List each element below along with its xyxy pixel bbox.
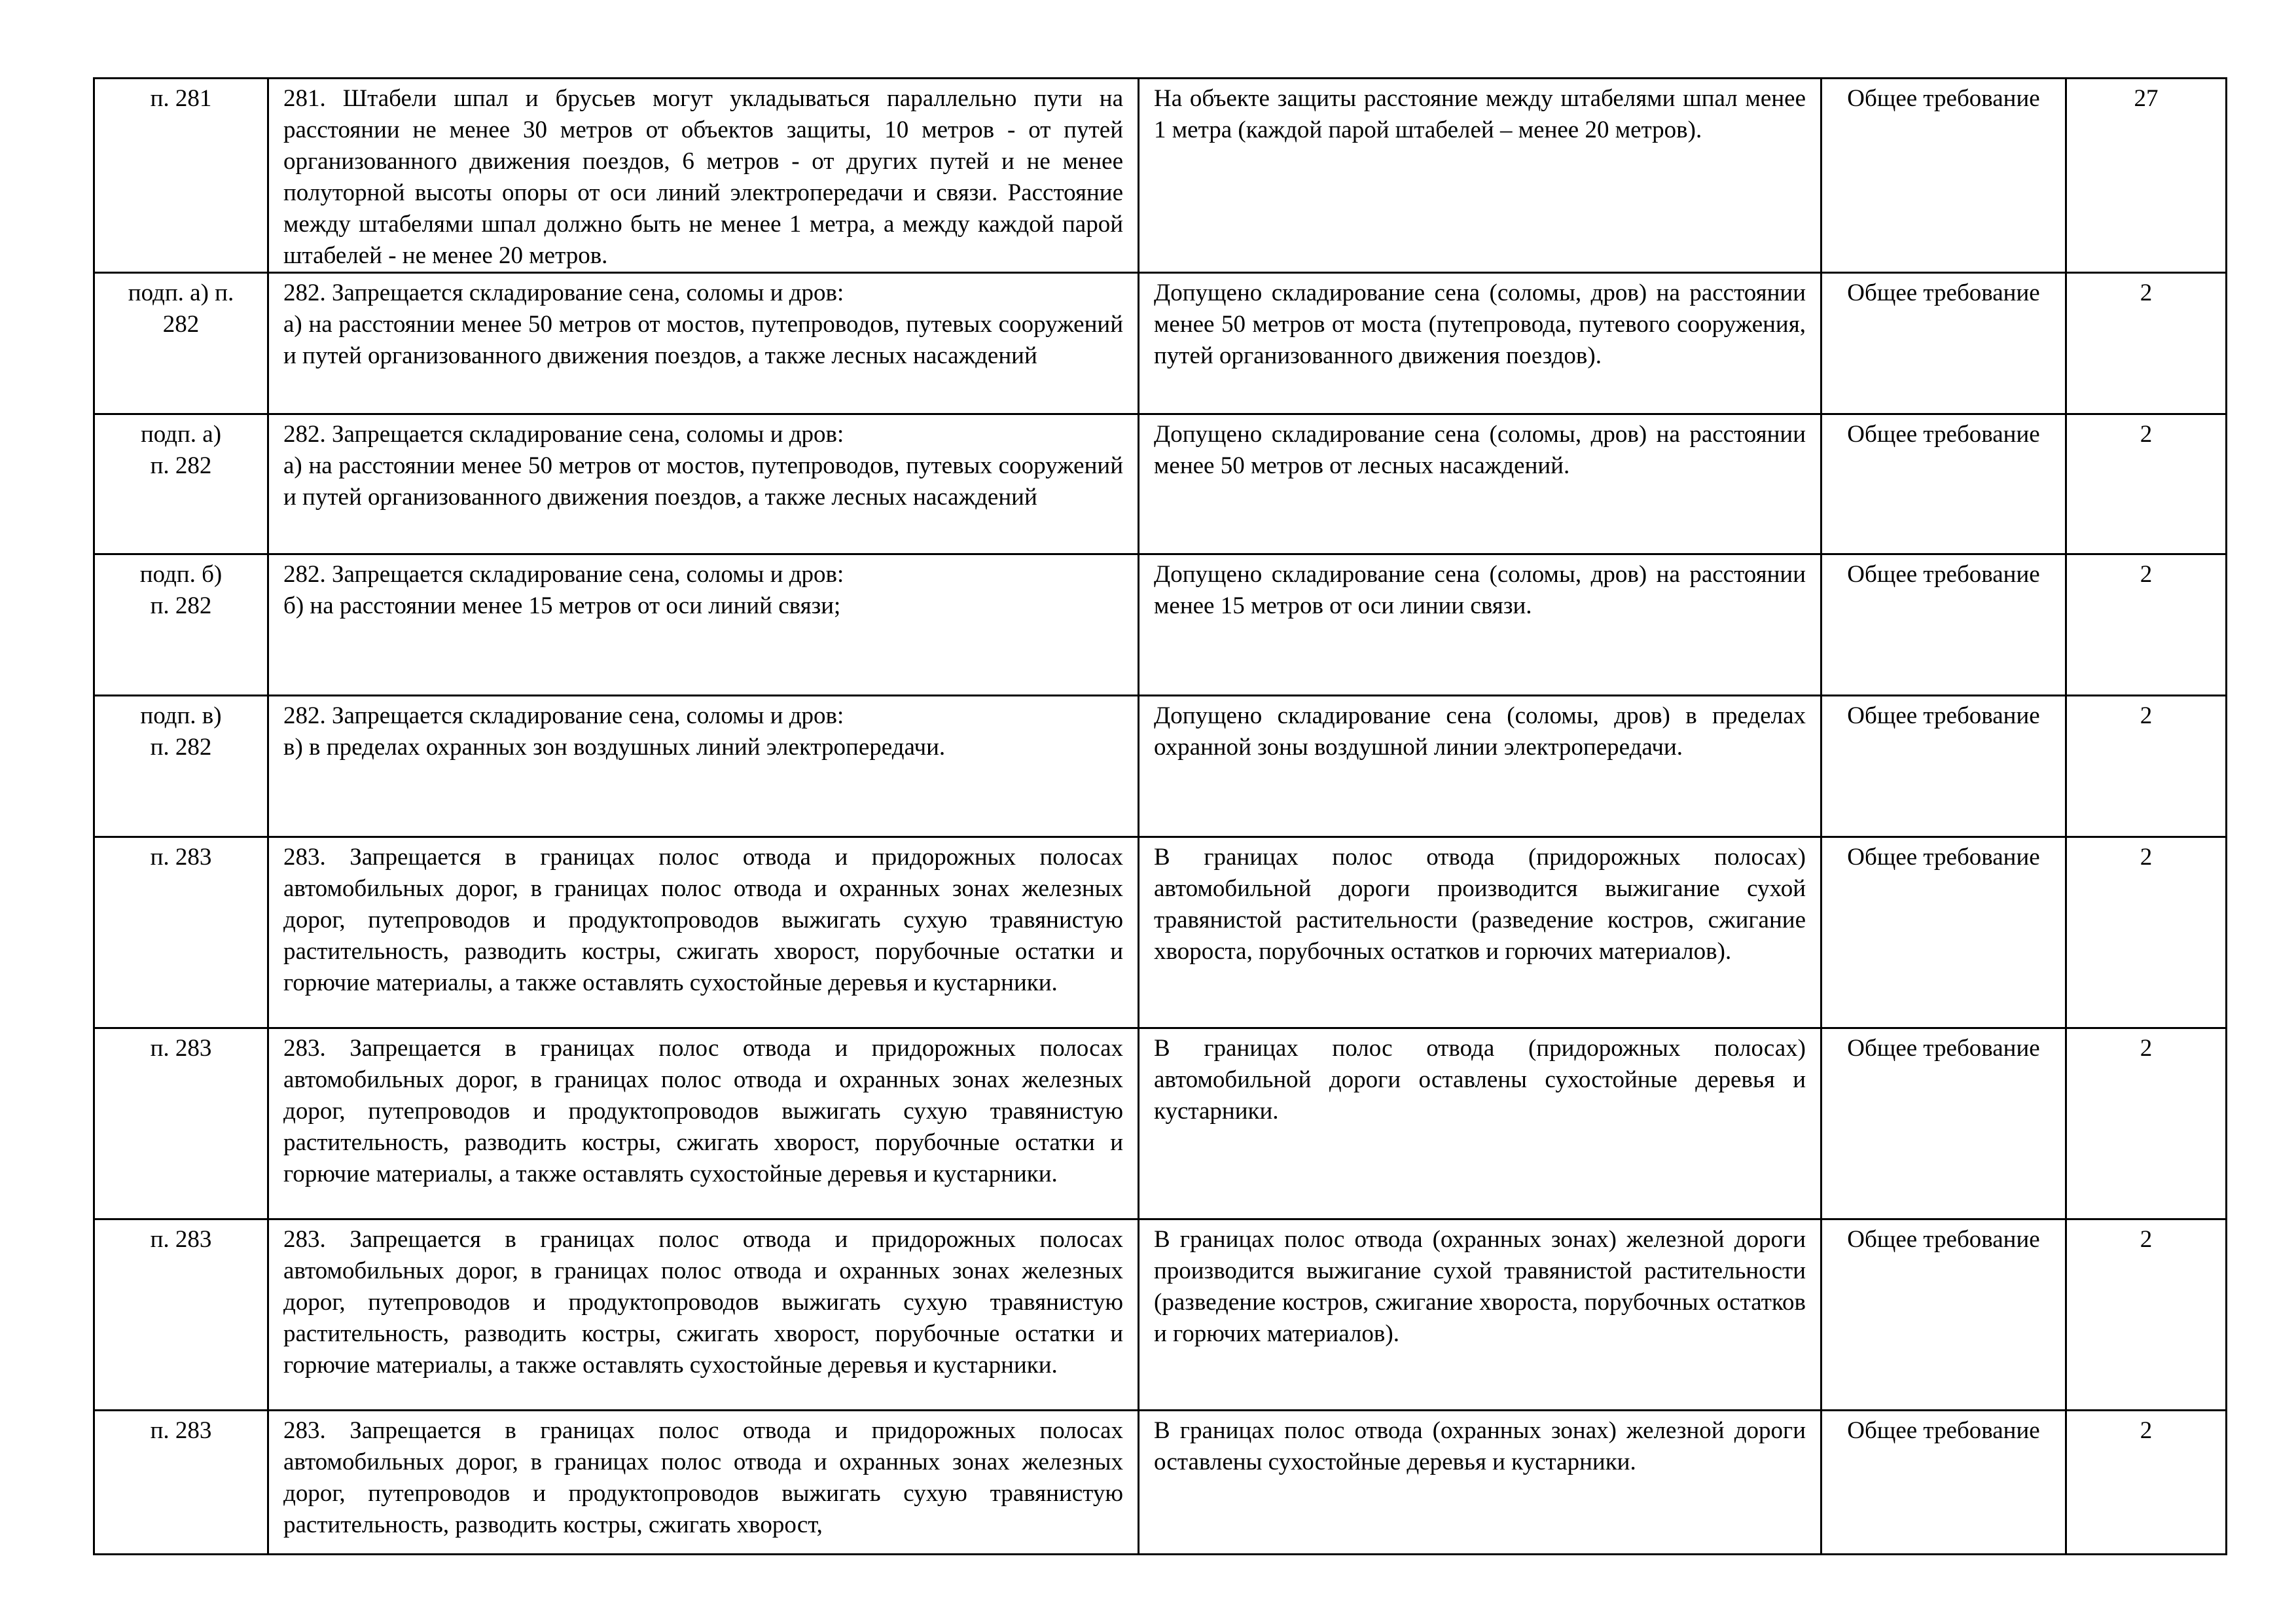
table-row: [94, 696, 2227, 837]
table-row: [94, 837, 2227, 1028]
requirement-text: 282. Запрещается складирование сена, соломы и дров: а) на расстоянии менее 50 метров от мостов, путепроводов, путевых сооружений и путей организованного движения поездов, а также лесных насаждений: [268, 273, 1139, 414]
clause-reference: п. 281: [94, 79, 268, 273]
violation-description: Допущено складирование сена (соломы, дров) на расстоянии менее 50 метров от моста (путепровода, путевого сооружения, путей организованного движения поездов).: [1139, 273, 1821, 414]
clause-reference: п. 283: [94, 1028, 268, 1219]
requirement-category: Общее требование: [1821, 414, 2066, 554]
clause-reference: п. 283: [94, 837, 268, 1028]
table-row: [94, 79, 2227, 273]
violation-description: В границах полос отвода (охранных зонах) железной дороги производится выжигание сухой травянистой растительности (разведение костров, сжигание хвороста, порубочных остатков и горючих материалов).: [1139, 1219, 1821, 1411]
clause-reference: п. 283: [94, 1219, 268, 1411]
requirement-text: 283. Запрещается в границах полос отвода и придорожных полосах автомобильных дорог, в границах полос отвода и охранных зонах железных дорог, путепроводов и продуктопроводов выжигать сухую травянистую растительность, разводить костры, сжигать хворост, порубочные остатки и горючие материалы, а также оставлять сухостойные деревья и кустарники.: [268, 837, 1139, 1028]
clause-reference: п. 283: [94, 1411, 268, 1555]
clause-reference: подп. в) п. 282: [94, 696, 268, 837]
requirement-category: Общее требование: [1821, 837, 2066, 1028]
requirement-category: Общее требование: [1821, 1411, 2066, 1555]
clause-reference: подп. а) п. 282: [94, 273, 268, 414]
violation-description: В границах полос отвода (придорожных полосах) автомобильной дороги производится выжигание сухой травянистой растительности (разведение костров, сжигание хвороста, порубочных остатков и горючих материалов).: [1139, 837, 1821, 1028]
clause-reference: подп. б) п. 282: [94, 554, 268, 696]
table-row: [94, 1219, 2227, 1411]
requirement-category: Общее требование: [1821, 273, 2066, 414]
requirement-text: 283. Запрещается в границах полос отвода и придорожных полосах автомобильных дорог, в границах полос отвода и охранных зонах железных дорог, путепроводов и продуктопроводов выжигать сухую травянистую растительность, разводить костры, сжигать хворост, порубочные остатки и горючие материалы, а также оставлять сухостойные деревья и кустарники.: [268, 1028, 1139, 1219]
risk-value: 2: [2066, 1411, 2227, 1555]
requirement-category: Общее требование: [1821, 1219, 2066, 1411]
table-row: [94, 1028, 2227, 1219]
requirement-category: Общее требование: [1821, 79, 2066, 273]
violation-description: На объекте защиты расстояние между штабелями шпал менее 1 метра (каждой парой штабелей – менее 20 метров).: [1139, 79, 1821, 273]
table-row: [94, 554, 2227, 696]
violation-description: Допущено складирование сена (соломы, дров) в пределах охранной зоны воздушной линии электропередачи.: [1139, 696, 1821, 837]
violation-description: В границах полос отвода (придорожных полосах) автомобильной дороги оставлены сухостойные деревья и кустарники.: [1139, 1028, 1821, 1219]
risk-value: 2: [2066, 696, 2227, 837]
requirement-text: 282. Запрещается складирование сена, соломы и дров: в) в пределах охранных зон воздушных линий электропередачи.: [268, 696, 1139, 837]
requirements-table: [93, 77, 2227, 1555]
risk-value: 2: [2066, 554, 2227, 696]
violation-description: Допущено складирование сена (соломы, дров) на расстоянии менее 15 метров от оси линии связи.: [1139, 554, 1821, 696]
requirement-text: 282. Запрещается складирование сена, соломы и дров: а) на расстоянии менее 50 метров от мостов, путепроводов, путевых сооружений и путей организованного движения поездов, а также лесных насаждений: [268, 414, 1139, 554]
requirement-text: 283. Запрещается в границах полос отвода и придорожных полосах автомобильных дорог, в границах полос отвода и охранных зонах железных дорог, путепроводов и продуктопроводов выжигать сухую травянистую растительность, разводить костры, сжигать хворост,: [268, 1411, 1139, 1555]
requirement-text: 281. Штабели шпал и брусьев могут укладываться параллельно пути на расстоянии не менее 30 метров от объектов защиты, 10 метров - от путей организованного движения поездов, 6 метров - от других путей и не менее полуторной высоты опоры от оси линий электропередачи и связи. Расстояние между штабелями шпал должно быть не менее 1 метра, а между каждой парой штабелей - не менее 20 метров.: [268, 79, 1139, 273]
risk-value: 2: [2066, 1028, 2227, 1219]
risk-value: 2: [2066, 414, 2227, 554]
violation-description: Допущено складирование сена (соломы, дров) на расстоянии менее 50 метров от лесных насаждений.: [1139, 414, 1821, 554]
requirement-text: 283. Запрещается в границах полос отвода и придорожных полосах автомобильных дорог, в границах полос отвода и охранных зонах железных дорог, путепроводов и продуктопроводов выжигать сухую травянистую растительность, разводить костры, сжигать хворост, порубочные остатки и горючие материалы, а также оставлять сухостойные деревья и кустарники.: [268, 1219, 1139, 1411]
risk-value: 2: [2066, 837, 2227, 1028]
requirement-category: Общее требование: [1821, 1028, 2066, 1219]
risk-value: 27: [2066, 79, 2227, 273]
table-row: [94, 414, 2227, 554]
table-row: [94, 1411, 2227, 1555]
risk-value: 2: [2066, 1219, 2227, 1411]
clause-reference: подп. а) п. 282: [94, 414, 268, 554]
violation-description: В границах полос отвода (охранных зонах) железной дороги оставлены сухостойные деревья и кустарники.: [1139, 1411, 1821, 1555]
requirement-category: Общее требование: [1821, 696, 2066, 837]
requirement-text: 282. Запрещается складирование сена, соломы и дров: б) на расстоянии менее 15 метров от оси линий связи;: [268, 554, 1139, 696]
risk-value: 2: [2066, 273, 2227, 414]
table-row: [94, 273, 2227, 414]
requirement-category: Общее требование: [1821, 554, 2066, 696]
requirements-table-body: [94, 79, 2227, 1555]
